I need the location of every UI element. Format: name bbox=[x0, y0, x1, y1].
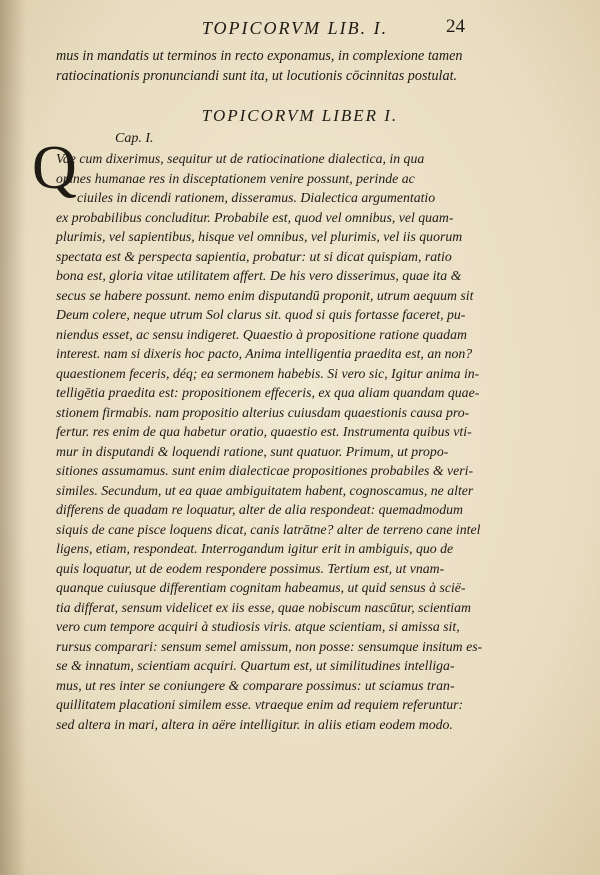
text-line: fertur. res enim de qua habetur oratio, quaestio est. Instrumenta quibus vti- bbox=[56, 424, 472, 439]
text-line: ligens, etiam, respondeat. Interrogandum igitur erit in ambiguis, quo de bbox=[56, 541, 454, 556]
book-title: TOPICORVM LIBER I. bbox=[201, 106, 399, 125]
text-line: Vae cum dixerimus, sequitur ut de ratiocinatione dialectica, in qua bbox=[56, 151, 425, 166]
text-line: plurimis, vel sapientibus, hisque vel omnibus, vel plurimis, vel iis quorum bbox=[56, 229, 463, 244]
text-line: interest. nam si dixeris hoc pacto, Anima intelligentia praedita est, an non? bbox=[56, 346, 473, 361]
text-line: ex probabilibus concluditur. Probabile est, quod vel omnibus, vel quam- bbox=[56, 209, 454, 225]
text-line: quaestionem feceris, déq; ea sermonem habebis. Si vero sic, Igitur anima in- bbox=[56, 365, 480, 381]
text-line: omnes humanae res in disceptationem venire possunt, perinde ac bbox=[56, 170, 415, 186]
text-line: differens de quadam re loquatur, alter de alia respondeat: quemadmodum bbox=[56, 502, 463, 517]
text-line: tia differat, sensum videlicet ex iis esse, quae nobiscum nascūtur, scientiam bbox=[56, 599, 471, 615]
running-title: TOPICORVM LIB. I. bbox=[201, 18, 389, 38]
text-line: sed altera in mari, altera in aëre intelligitur. in aliis etiam eodem modo. bbox=[56, 716, 453, 732]
text-line: ciuiles in dicendi rationem, disseramus. Dialectica argumentatio bbox=[77, 190, 436, 205]
text-line: quillitatem placationi similem esse. vtraeque enim ad requiem referuntur: bbox=[56, 697, 464, 712]
text-line: se & innatum, scientiam acquiri. Quartum est, ut similitudines intelliga- bbox=[56, 658, 455, 673]
text-line: niendus esset, ac sensu indigeret. Quaestio à propositione ratione quadam bbox=[56, 326, 467, 342]
text-line: sitiones assumamus. sunt enim dialecticae propositiones probabiles & veri- bbox=[56, 463, 474, 478]
body-text bbox=[56, 149, 516, 734]
text-line: Deum colere, neque utrum Sol clarus sit. quod si quis fortasse faceret, pu- bbox=[56, 307, 466, 322]
text-line: quanque cuiusque differentiam cognitam habeamus, ut quid sensus à scië- bbox=[56, 580, 466, 595]
drop-cap-initial: Q bbox=[32, 134, 77, 202]
text-line: vero cum tempore acquiri à studiosis viris. atque scientiam, si amissa sit, bbox=[56, 619, 460, 634]
text-line: bona est, gloria vitae utilitatem affert. De his vero disserimus, quae ita & bbox=[56, 268, 462, 283]
text-line: siquis de cane pisce loquens dicat, canis latrātne? alter de terreno cane intel bbox=[56, 521, 481, 537]
text-line: mus, ut res inter se coniungere & comparare possimus: ut sciamus tran- bbox=[56, 677, 455, 693]
chapter-label: Cap. I. bbox=[115, 131, 154, 146]
gutter-shadow bbox=[0, 0, 26, 875]
text-line: spectata est & perspecta sapientia, probatur: ut si dicat quispiam, ratio bbox=[56, 248, 452, 264]
text-line: ratiocinationis pronunciandi sunt ita, ut locutionis cōcinnitas postulat. bbox=[56, 68, 458, 84]
text-line: rursus comparari: sensum semel amissum, non posse: sensumque insitum es- bbox=[56, 638, 483, 654]
carry-over-text bbox=[56, 46, 506, 86]
text-line: telligētia praedita est: propositionem effeceris, ex qua aliam quandam quae- bbox=[56, 385, 480, 400]
text-line: similes. Secundum, ut ea quae ambiguitatem habent, cognoscamus, ne alter bbox=[56, 482, 474, 498]
text-line: mus in mandatis ut terminos in recto exponamus, in complexione tamen bbox=[56, 48, 463, 64]
text-line: stionem firmabis. nam propositio alterius cuiusdam quaestionis causa pro- bbox=[56, 404, 470, 420]
text-line: secus se habere possunt. nemo enim disputandū proponit, utrum aequum sit bbox=[56, 287, 474, 303]
page-number: 24 bbox=[446, 16, 465, 37]
text-line: quis loquatur, ut de eodem respondere possimus. Tertium est, ut vnam- bbox=[56, 560, 445, 576]
text-line: mur in disputandi & loquendi ratione, sunt quatuor. Primum, ut propo- bbox=[56, 443, 449, 459]
